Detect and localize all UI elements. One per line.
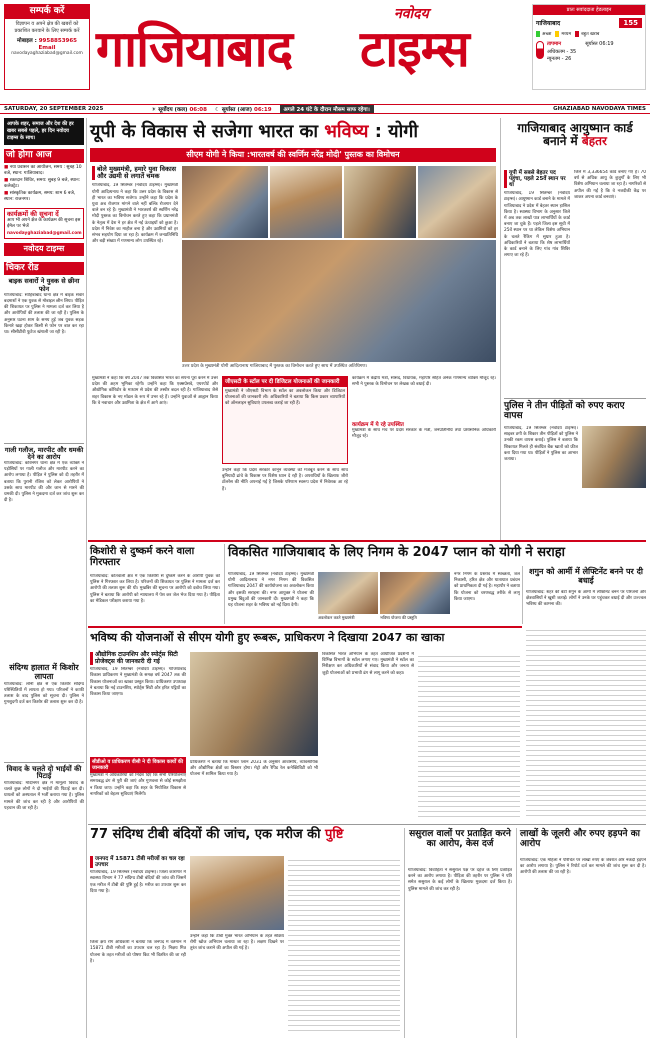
vision-photo-2 — [380, 572, 450, 614]
right-text: गाजियाबाद, 19 सितम्बर (नवोदय टाइम्स)। आयुष्मान कार्ड बनाने के मामले में गाजियाबाद ने प्रदेश में बेहतर स्थान हासिल किया है। स्वास्थ्य विभाग के अनुसार जिले में अब तक लाखों पात्र लाभार्थियों के कार्ड बनाए जा चुके हैं। पहले जिला इस सूची में 25वें स्थान पर था लेकिन विशेष अभियान के चलते रैंकिंग में सुधार हुआ है। अधिकारियों ने बताया कि शेष लाभार्थियों के कार्ड बनाने के लिए गांव गांव शिविर लगाए जा रहे हैं। — [504, 191, 570, 259]
vision-text: गाजियाबाद, 19 सितम्बर (नवोदय टाइम्स)। मुख्यमंत्री योगी आदित्यनाथ ने नगर निगम की विकसित गाजियाबाद 2047 की कार्ययोजना का अवलोकन किया और इसकी सराहना की। नगर आयुक्त ने योजना की प्रमुख बिंदुओं की जानकारी दी। मुख्यमंत्री ने कहा कि यह योजना शहर के भविष्य को नई दिशा देगी। — [228, 572, 314, 609]
side-headline: शगुन को आर्मी में लेफ्टिनेंट बनने पर दी बधाई — [529, 567, 643, 585]
dateline: SATURDAY, 20 SEPTEMBER 2025 ☀ सूर्योदय (कल) 06:08 ☾ सूर्यास्त (आज) 06:19 अगले 24 घंटे के दौरान मौसम साफ रहेगा। GHAZIABAD NAVODAYA TIMES — [0, 104, 650, 114]
weather-sun: सूर्यास्त 06:19 — [585, 41, 614, 47]
today-title: जो होगा आज — [4, 149, 84, 163]
contact-email-label: Email — [38, 45, 56, 52]
lead-headline-end: : योगी — [374, 121, 419, 142]
side-text-filler — [526, 626, 646, 816]
lower-headline: भविष्य की योजनाओं से सीएम योगी हुए रूबरू, प्राधिकरण ने दिखाया 2047 का खाका — [90, 631, 445, 644]
contact-mobile-label: मोबाइल : — [16, 38, 37, 45]
temp-min: न्यूनतम - 26 — [547, 56, 572, 62]
contact-mobile: 9958853965 — [38, 38, 78, 45]
aqi-legend-moderate: मध्यम — [555, 31, 571, 37]
brand-logo: नवोदय टाइम्स — [4, 243, 84, 256]
dowry-text: गाजियाबाद: विवाहिता ने ससुराल पक्ष पर दहेज के लिए प्रताड़ित करने का आरोप लगाया है। पीड़िता की तहरीर पर पुलिस ने पति समेत ससुराल के कई लोगों के खिलाफ मुकदमा दर्ज किया है। पुलिस मामले की जांच कर रही है। — [408, 868, 512, 892]
lower-text: विकसित भारत अभियान के तहत आयोजित प्रदर्शनी में विभिन्न विभागों के स्टॉल लगाए गए। मुख्यमंत्री ने स्टॉल का निरीक्षण कर अधिकारियों से संवाद किया और जनता से जुड़ी योजनाओं को प्रभावी ढंग से लागू करने को कहा। — [322, 652, 414, 676]
lead-photo-2 — [270, 166, 342, 238]
story-title: विवाद के चलते दो भाईयों की पिटाई — [6, 764, 82, 781]
today-item: ■ नया प्रवासन का आयोजन, समय : सुबह 10 बजे, स्थान: गाजियाबाद। — [4, 165, 84, 178]
sunset-time: 06:19 — [254, 107, 272, 113]
lead-banner: सीएम योगी ने किया :भारतवर्ष की स्वर्णिम नरेंद्र मोदी' पुस्तक का विमोचन — [90, 148, 496, 162]
weather-tag: अगले 24 घंटे के दौरान मौसम साफ रहेगा। — [280, 105, 374, 113]
lower-text: प्राधिकरण ने बताया कि मास्टर प्लान 2031 के अनुसार आवासीय, व्यावसायिक और औद्योगिक क्षेत्रों का विस्तार होगा। मेट्रो और रैपिड रेल कनेक्टिविटी को भी योजना में शामिल किया गया है। — [190, 760, 318, 778]
ticker-title: चिकर रीड — [4, 262, 84, 276]
lead-text: मुख्यमंत्री ने कहा कि वर्ष 2047 तक विकसित भारत का सपना पूरा करने में उत्तर प्रदेश की अहम भूमिका रहेगी। उन्होंने कहा कि एक्सप्रेसवे, एयरपोर्ट और औद्योगिक कॉरिडोर के माध्यम से प्रदेश की तस्वीर बदल रही है। गाजियाबाद जैसे शहर विकास के नए मॉडल के रूप में उभर रहे हैं। उन्होंने युवाओं से आह्वान किया कि वे नवाचार और उद्यमिता के क्षेत्र में आगे आएं। — [92, 376, 218, 406]
right-text: गाजियाबाद, 19 सितम्बर (नवोदय टाइम्स)। साइबर ठगी के शिकार तीन पीड़ितों को पुलिस ने उनकी रकम वापस कराई। पुलिस ने बताया कि शिकायत मिलते ही संबंधित बैंक खातों को फ्रीज करा दिया गया था। पीड़ितों ने पुलिस का आभार जताया। — [504, 426, 578, 463]
right-headline-2: पुलिस ने तीन पीड़ितों को रुपए कराए वापस — [504, 401, 625, 421]
gst-box-title: जीएसटी के स्टॉल पर दी डिजिटल योजनाओं की जानकारी — [223, 377, 347, 387]
contact-body: विज्ञापन व अपने क्षेत्र की खबरों को प्रकाशित करवाने के लिए सम्पर्क करें — [14, 20, 80, 34]
lower-photo — [190, 652, 318, 756]
left-column — [4, 118, 84, 1038]
right-headline-1-em: बेहतर — [581, 134, 607, 149]
weather-title: प्रातः सवांददाता हेडलाइन — [533, 5, 645, 15]
aqi-legend-good: अच्छा — [536, 31, 551, 37]
story-text: गाजियाबाद: मोदीनगर क्षेत्र में मामूली विवाद के चलते कुछ लोगों ने दो भाईयों की पिटाई कर दी। घायलों को अस्पताल में भर्ती कराया गया है। पुलिस मामले की जांच कर रही है और आरोपियों की पहचान की जा रही है। — [4, 780, 84, 811]
right-headline-1-text: गाजियाबाद आयुष्मान कार्ड बनाने में — [517, 121, 633, 149]
tb-headline-text: 77 संदिग्ध टीबी बंदियों की जांच, एक मरीज की — [90, 827, 321, 842]
contact-email[interactable]: navodayaghaziabad@gmail.com — [11, 51, 83, 57]
today-item: ■ सांस्कृतिक कार्यक्रम, समय: शाम 6 बजे, स्थान: राजनगर। — [4, 191, 84, 204]
lower-box: सीडीओ व प्राधिकरण वीसी ने दी विकास कार्यों की जानकारी — [90, 757, 186, 773]
today-item: ■ रक्तदान शिविर, समय: सुबह 9 बजे, स्थान: कलेक्ट्रेट। — [4, 178, 84, 191]
vision-caption-2: भविष्य योजना की प्रस्तुति — [380, 615, 417, 620]
lower-sub: औद्योगिक टाउनशिप और स्पोर्ट्स सिटी प्रोजेक्ट्स की जानकारी दी गई — [90, 652, 186, 665]
sunrise-time: 06:08 — [189, 107, 207, 113]
mid-left-headline: किशोरी से दुष्कर्म करने वाला गिरफ्तार — [90, 546, 195, 568]
masthead-small: नवोदय — [394, 6, 429, 22]
tb-text: गाजियाबाद, 19 सितम्बर (नवोदय टाइम्स)। जिला कारागार में स्वास्थ्य विभाग ने 77 संदिग्ध टीबी बंदियों की जांच की जिसमें एक मरीज में टीबी की पुष्टि हुई है। मरीज का उपचार शुरू कर दिया गया है। — [90, 870, 186, 894]
lead-photo-main — [182, 240, 496, 362]
tb-text: जिला क्षय रोग अधिकारी ने बताया कि जनपद में वर्तमान में 15871 टीबी मरीजों का उपचार चल रहा है। निक्षय मित्र योजना के तहत मरीजों को पोषण किट भी वितरित की जा रही है। — [90, 940, 186, 964]
tb-headline-em: पुष्टि — [325, 827, 344, 842]
gst-box-text: मुख्यमंत्री ने जीएसटी विभाग के स्टॉल का अवलोकन किया और डिजिटल योजनाओं की जानकारी ली। अधिकारियों ने बताया कि किस प्रकार व्यापारियों को ऑनलाइन सुविधाएं उपलब्ध कराई जा रही हैं। — [225, 389, 345, 407]
story-title: संदिग्ध हालात में किशोर लापता — [9, 662, 79, 681]
lead-text: गाजियाबाद, 19 सितम्बर (नवोदय टाइम्स)। मुख्यमंत्री योगी आदित्यनाथ ने कहा कि उत्तर प्रदेश के विकास से ही भारत का भविष्य सजेगा। उन्होंने कहा कि प्रदेश के युवा अब रोजगार मांगने वाले नहीं बल्कि रोजगार देने वाले बन रहे हैं। मुख्यमंत्री ने भारतवर्ष की स्वर्णिम नरेंद्र मोदी पुस्तक का विमोचन करते हुए कहा कि प्रधानमंत्री के नेतृत्व में देश ने हर क्षेत्र में नई ऊंचाइयों को छुआ है। प्रदेश में निवेश का माहौल बना है और उद्यमियों को हर संभव सहयोग दिया जा रहा है। कार्यक्रम में जनप्रतिनिधि और बड़ी संख्या में गणमान्य लोग उपस्थित रहे। — [92, 183, 178, 245]
lead-gst-box — [222, 376, 348, 464]
contact-box — [4, 4, 90, 90]
weather-city: गाजियाबाद — [536, 20, 561, 27]
tb-headline — [90, 828, 400, 842]
notice-body: आप भी अपने क्षेत्र के कार्यक्रम की सूचना इस ईमेल पर भेजें — [7, 218, 81, 230]
lower-text: गाजियाबाद, 19 सितम्बर (नवोदय टाइम्स)। गाजियाबाद विकास प्राधिकरण ने मुख्यमंत्री के समक्ष वर्ष 2047 तक की विकास योजनाओं का खाका प्रस्तुत किया। प्राधिकरण उपाध्यक्ष ने बताया कि नई टाउनशिप, स्पोर्ट्स सिटी और हरित पट्टियों का विकास किया जाएगा। — [90, 667, 186, 698]
temp-label: तापमान — [547, 41, 562, 47]
vision-caption-1: अवलोकन करते मुख्यमंत्री — [318, 615, 355, 620]
date: SATURDAY, 20 SEPTEMBER 2025 — [4, 106, 104, 112]
tb-kicker: जनपद में 15871 टीबी मरीजों का चल रहा उपचार — [90, 856, 186, 868]
edition: GHAZIABAD NAVODAYA TIMES — [553, 106, 646, 112]
story-title: बाइक सवारों ने युवक से छीना फोन — [8, 277, 80, 293]
aqi-value: 155 — [619, 18, 642, 28]
contact-title: सम्पर्क करें — [5, 5, 89, 19]
notice-title: कार्यक्रमों की सूचना दें — [7, 209, 59, 218]
right-text: जिले में 3,336654 कार्ड बनाए गए हैं। 70 वर्ष से अधिक आयु के बुजुर्गों के लिए भी विशेष अभियान चलाया जा रहा है। नागरिकों से अपील की गई है कि वे नजदीकी केंद्र पर जाकर अपना कार्ड बनवाएं। — [574, 170, 646, 200]
side-text: गाजियाबाद: शहर की बेटी शगुन के आर्मी में लेफ्टिनेंट बनने पर परिजनों और क्षेत्रवासियों ने खुशी जताई। लोगों ने उनके घर पहुंचकर बधाई दी और उज्ज्वल भविष्य की कामना की। — [526, 590, 646, 608]
masthead-name: गाजियाबाद — [96, 20, 293, 78]
right-photo — [582, 426, 646, 488]
tb-text-filler — [288, 856, 400, 1034]
today-list — [4, 163, 84, 206]
lead-photo-1 — [182, 166, 268, 238]
promo: आपके शहर, समाज और देश की हर खबर सबसे पहले, हर दिन नवोदय टाइम्स के साथ। — [4, 118, 84, 145]
lead-headline-em: भविष्य — [324, 121, 369, 142]
tb-text: उन्होंने कहा कि टीबी मुक्त भारत अभियान के तहत सक्रिय रोगी खोज अभियान चलाया जा रहा है। लक्षण दिखने पर तुरंत जांच कराने की अपील की गई है। — [190, 934, 284, 952]
lead-text: उन्होंने कहा कि प्रदेश सरकार कानून व्यवस्था को मजबूत करने के साथ साथ बुनियादी ढांचे के विकास पर विशेष ध्यान दे रही है। अपराधियों के खिलाफ जीरो टॉलरेंस की नीति अपनाई गई है जिसके परिणाम स्वरूप प्रदेश में निवेशक आ रहे हैं। — [222, 468, 348, 492]
lead-text: मुख्यमंत्री के साथ मंच पर प्रदेश सरकार के मंत्री, जनप्रतिनिधि तथा प्रशासनिक अधिकारी मौजूद रहे। — [352, 428, 496, 440]
lead-photo-4 — [418, 166, 496, 238]
story-text: गाजियाबाद: लोनी क्षेत्र से एक किशोर संदिग्ध परिस्थितियों में लापता हो गया। परिजनों ने काफी तलाश के बाद पुलिस को सूचना दी। पुलिस ने गुमशुदगी दर्ज कर किशोर की तलाश शुरू कर दी है। — [4, 681, 84, 706]
vision-text-right: नगर निगम के प्रस्ताव में स्वच्छता, जल निकासी, हरित क्षेत्र और यातायात प्रबंधन को प्राथमिकता दी गई है। महापौर ने बताया कि योजना को चरणबद्ध तरीके से लागू किया जाएगा। — [454, 572, 520, 602]
weather-box — [532, 4, 646, 90]
lead-caption: उत्तर प्रदेश के मुख्यमंत्री योगी आदित्यनाथ गाजियाबाद में पुस्तक का विमोचन करते हुए साथ में उपस्थित अतिथिगण। — [182, 364, 368, 369]
vision-headline: विकसित गाजियाबाद के लिए निगम के 2047 प्लान को योगी ने सराहा — [228, 545, 565, 560]
lead-headline — [90, 122, 500, 142]
lower-text-filler — [418, 652, 520, 820]
lead-photo-3 — [344, 166, 416, 238]
dowry-headline: ससुराल वालों पर प्रताड़ित करने का आरोप, केस दर्ज — [409, 829, 511, 849]
sunrise-label: सूर्योदय (कल) — [158, 107, 188, 113]
temp-max: अधिकतम - 35 — [547, 48, 577, 55]
vision-photo-1 — [318, 572, 378, 614]
sunset-label: सूर्यास्त (आज) — [221, 107, 253, 113]
lower-text: मुख्यमंत्री ने अधिकारियों को निर्देश दिए कि सभी परियोजनाएं समयबद्ध ढंग से पूरी की जाएं और गुणवत्ता से कोई समझौता न किया जाए। उन्होंने कहा कि शहर के नियोजित विकास से नागरिकों को बेहतर सुविधाएं मिलेंगी। — [90, 773, 186, 797]
lead-headline-text: यूपी के विकास से सजेगा भारत का — [90, 121, 318, 142]
lead-kicker: बोले मुख्यमंत्री, हमारे युवा विकास और उद्यमी से लगातें चमक — [92, 166, 178, 180]
thermometer-icon — [536, 41, 544, 59]
right-headline-1 — [504, 122, 646, 148]
notice-email[interactable]: navodayghaziabad@gmail.com — [7, 230, 82, 236]
story-text: गाजियाबाद: साहिबाबाद थाना क्षेत्र में बाइक सवार बदमाशों ने एक युवक से मोबाइल छीन लिया। पीड़ित की शिकायत पर पुलिस ने मामला दर्ज कर लिया है और आरोपियों की तलाश की जा रही है। पुलिस के अनुसार घटना शाम के समय हुई जब युवक सड़क किनारे खड़ा होकर किसी से फोन पर बात कर रहा था। सीसीटीवी फुटेज खंगाली जा रही है। — [4, 292, 84, 335]
mid-left-text: गाजियाबाद: कोतवाली क्षेत्र में एक किशोरी से दुष्कर्म करने के आरोपी युवक को पुलिस ने गिरफ्तार कर लिया है। परिजनों की शिकायत पर पुलिस ने मामला दर्ज कर आरोपी की तलाश शुरू की थी। मुखबिर की सूचना पर आरोपी को दबोच लिया गया। पुलिस ने बताया कि आरोपी को न्यायालय में पेश कर जेल भेज दिया गया है। पीड़िता का मेडिकल परीक्षण कराया गया है। — [90, 574, 220, 604]
lead-text: कार्यक्रम में केंद्रीय मंत्री, सांसद, विधायक, महापौर सहित अनेक गणमान्य व्यक्ति मौजूद रहे। सभी ने पुस्तक के विमोचन पर लेखक को बधाई दी। — [352, 376, 496, 388]
jewelry-headline: लाखों के जूलरी और रुपए हड़पने का आरोप — [520, 829, 640, 849]
right-bullet: यूपी में सबसे बेहतर पद पहुंचा, पहले 25वें स्थान पर था — [504, 170, 570, 188]
tb-photo — [190, 856, 284, 930]
masthead-big: टाइम्स — [360, 20, 469, 78]
jewelry-text: गाजियाबाद: एक महिला ने परिचित पर लाखों रुपए के जेवरात और नकदी हड़पने का आरोप लगाया है। पुलिस ने रिपोर्ट दर्ज कर मामले की जांच शुरू कर दी है। आरोपी की तलाश की जा रही है। — [520, 858, 646, 876]
notice-box — [4, 208, 84, 239]
story-text: गाजियाबाद: कविनगर थाना क्षेत्र में एक व्यक्ति ने पड़ोसियों पर गाली गलौज और मारपीट करने का आरोप लगाया है। पीड़ित ने पुलिस को दी तहरीर में बताया कि पुरानी रंजिश को लेकर आरोपियों ने उसके साथ मारपीट की और जान से मारने की धमकी दी। पुलिस ने मुकदमा दर्ज कर जांच शुरू कर दी है। — [4, 460, 84, 504]
lead-subhead: कार्यक्रम में ये रहे उपस्थित — [352, 422, 404, 428]
story-title: गाली गलौज, मारपीट और धमकी देने का आरोप — [4, 445, 84, 461]
aqi-legend-poor: बहुत खराब — [575, 31, 599, 37]
